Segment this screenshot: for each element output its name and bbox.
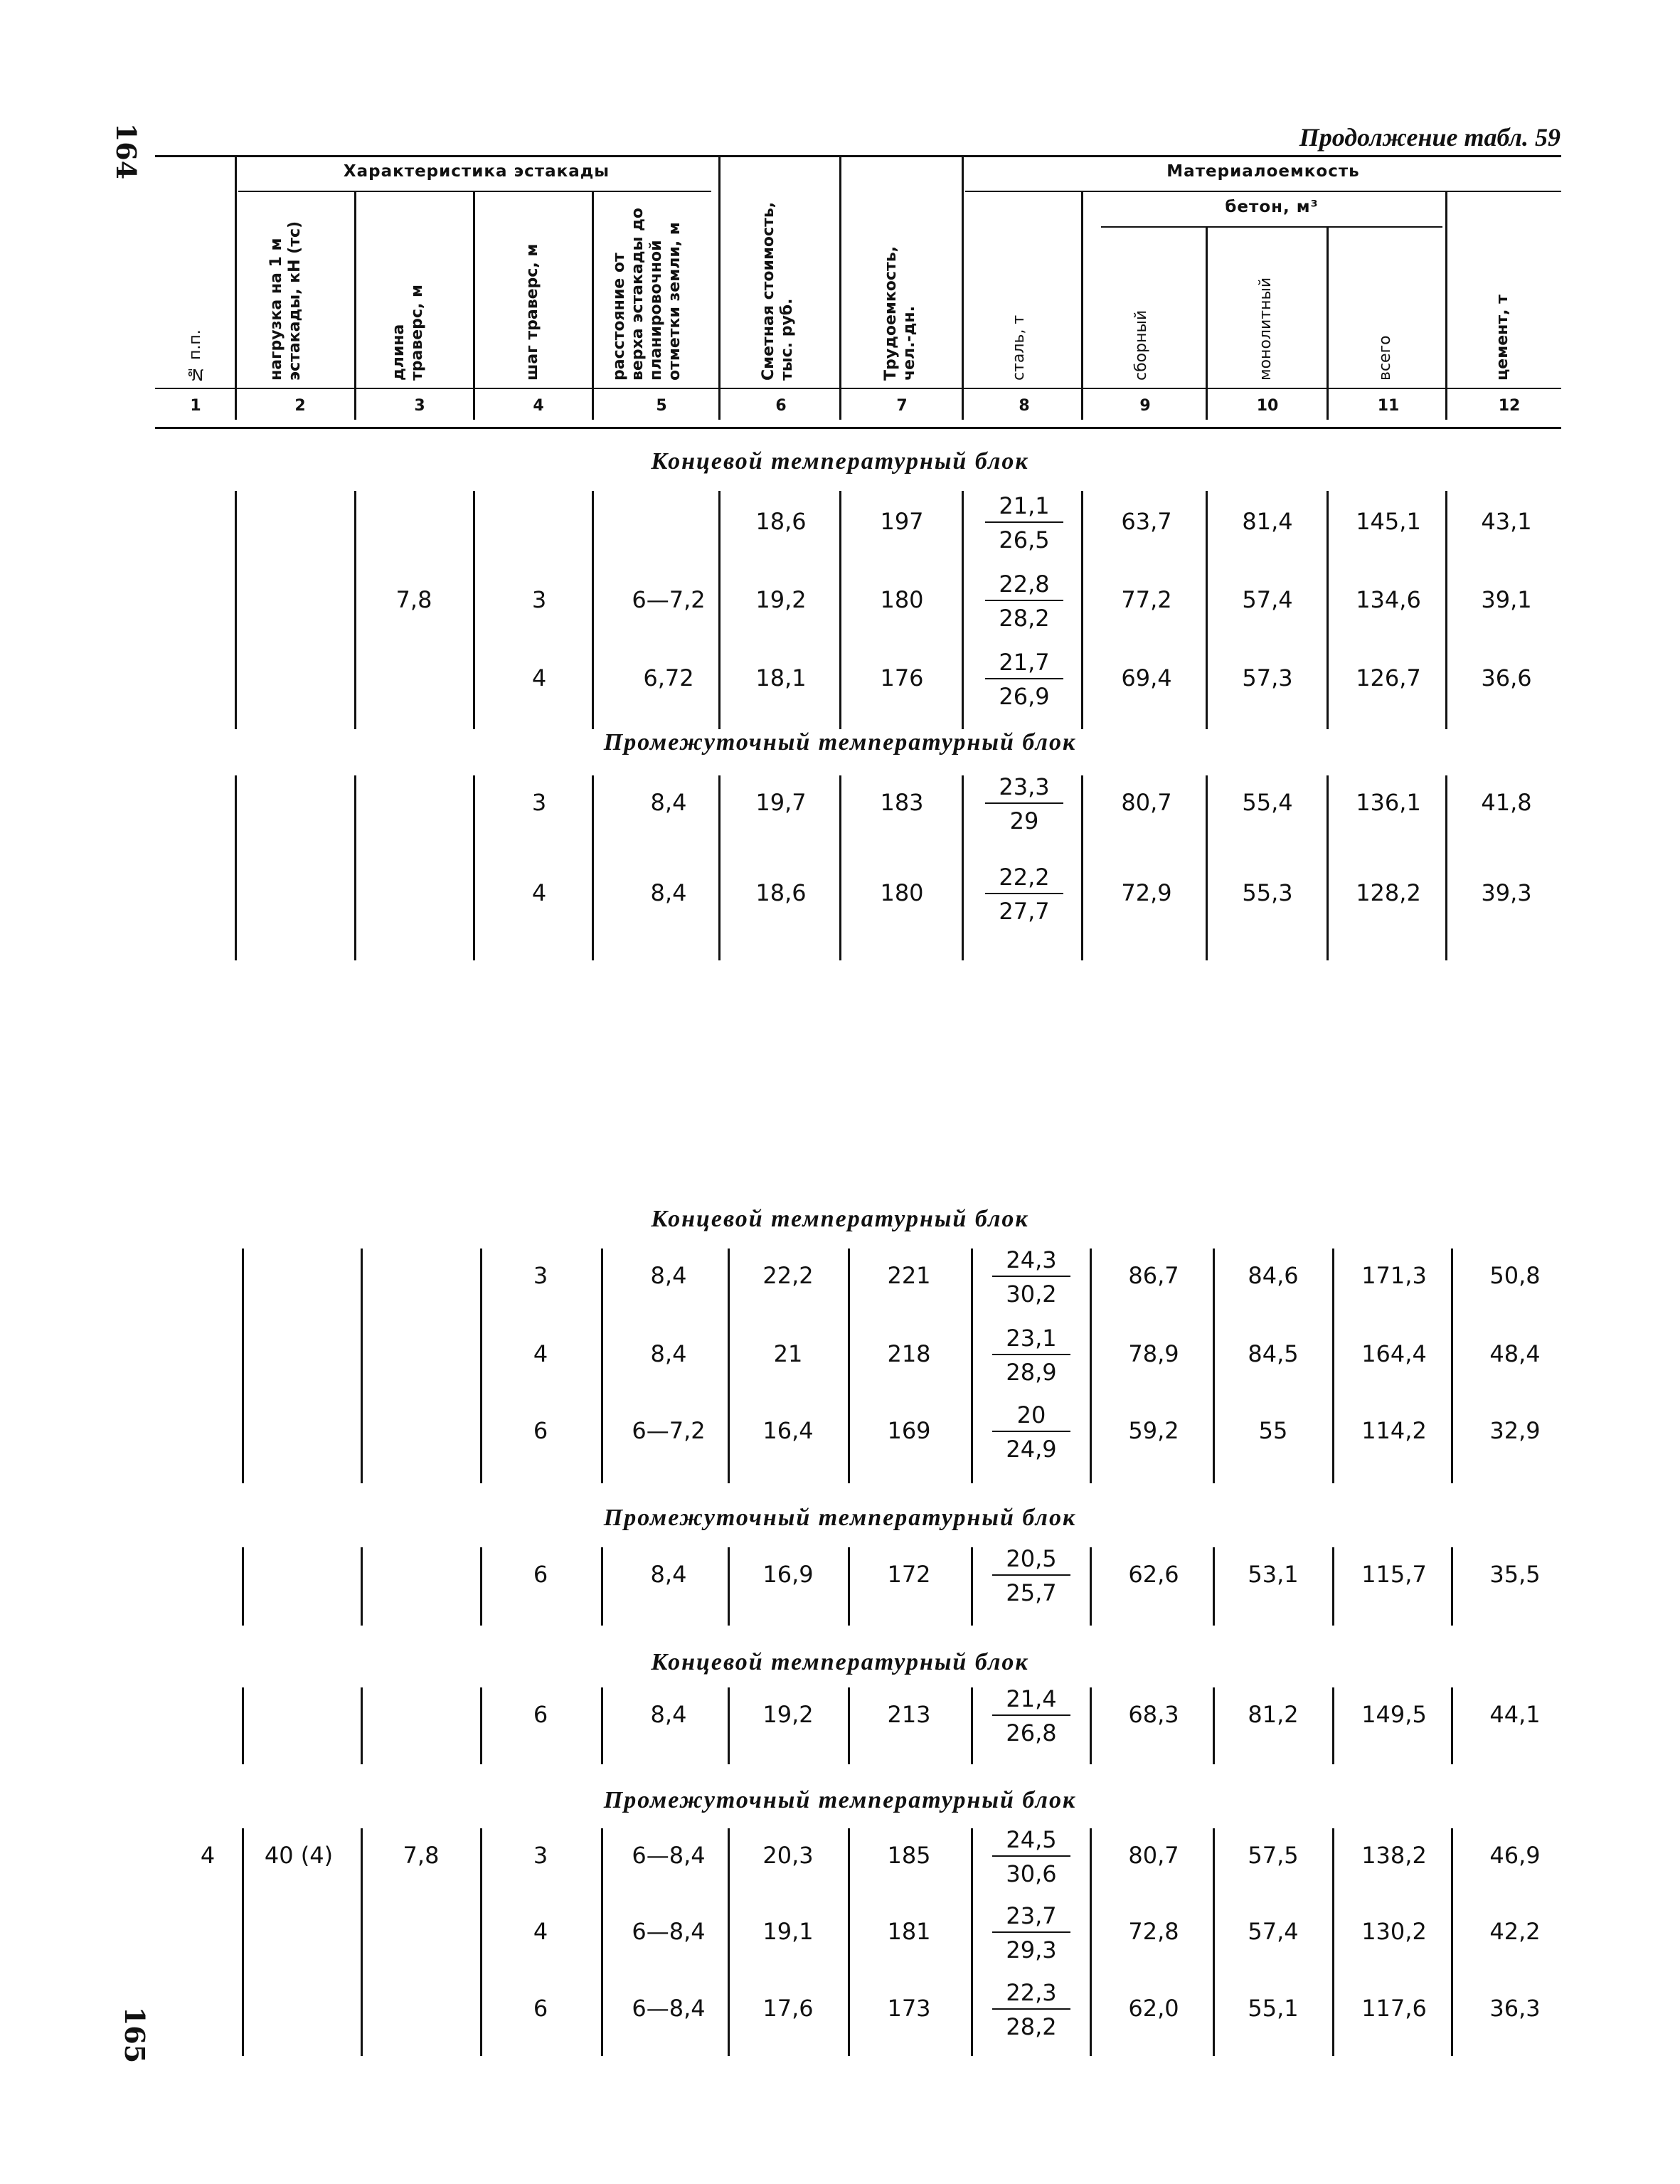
steel-fraction <box>992 1903 1070 1963</box>
column-number: 3 <box>414 397 425 415</box>
steel-fraction <box>992 1980 1070 2040</box>
table-cell-col-10: 53,1 <box>1248 1561 1299 1588</box>
steel-denominator: 30,6 <box>1006 1860 1057 1887</box>
table-caption: Продолжение табл. 59 <box>1299 123 1561 152</box>
column-rule <box>1332 1828 1334 2056</box>
column-rule <box>1081 775 1083 960</box>
section-title: Концевой температурный блок <box>651 448 1029 475</box>
table-cell-col-12: 41,8 <box>1481 789 1532 816</box>
table-cell-col-10: 55 <box>1258 1417 1288 1444</box>
column-rule <box>1206 775 1208 960</box>
header-col-11: всего <box>1376 335 1394 381</box>
table-cell-col-5: 8,4 <box>650 879 687 906</box>
header-col-2: нагрузка на 1 м эстакады, кН (тс) <box>267 221 304 381</box>
header-col-7: Трудоемкость, чел.-дн. <box>882 246 918 381</box>
column-rule <box>361 1687 363 1764</box>
column-rule <box>1445 775 1447 960</box>
table-cell-col-9: 80,7 <box>1121 789 1172 816</box>
column-rule <box>962 491 964 729</box>
header-group-concrete: бетон, м³ <box>1225 198 1319 216</box>
table-cell-col-11: 114,2 <box>1361 1417 1427 1444</box>
column-rule <box>361 1828 363 2056</box>
column-rule <box>1081 491 1083 729</box>
table-cell-col-5: 6,72 <box>643 664 694 691</box>
table-cell-col-4: 4 <box>533 1918 548 1945</box>
table-cell-col-5: 6—8,4 <box>632 1918 706 1945</box>
table-cell-col-7: 180 <box>880 879 924 906</box>
table-cell-col-7: 176 <box>880 664 924 691</box>
column-rule <box>1090 1249 1092 1483</box>
table-cell-col-11: 134,6 <box>1356 586 1421 613</box>
column-number: 8 <box>1019 397 1030 415</box>
header-col-1: № п.п. <box>186 329 204 383</box>
table-cell-col-5: 6—7,2 <box>632 1417 706 1444</box>
table-cell-col-6: 17,6 <box>762 1995 814 2022</box>
column-rule <box>839 491 841 729</box>
column-rule <box>1327 491 1329 729</box>
steel-numerator: 23,1 <box>992 1325 1070 1355</box>
header-col-8: сталь, т <box>1010 314 1028 381</box>
column-number: 11 <box>1377 397 1400 415</box>
table-cell-col-9: 69,4 <box>1121 664 1172 691</box>
steel-fraction <box>992 1546 1070 1606</box>
table-cell-col-7: 172 <box>887 1561 931 1588</box>
column-rule <box>848 1828 850 2056</box>
column-rule <box>354 775 356 960</box>
table-cell-col-6: 19,7 <box>755 789 807 816</box>
steel-denominator: 26,9 <box>999 683 1050 710</box>
column-rule <box>242 1687 244 1764</box>
steel-denominator: 28,2 <box>999 605 1050 632</box>
steel-numerator: 21,1 <box>985 493 1063 523</box>
steel-numerator: 20,5 <box>992 1546 1070 1576</box>
steel-denominator: 27,7 <box>999 898 1050 925</box>
section-title: Концевой температурный блок <box>651 1649 1029 1675</box>
steel-denominator: 26,8 <box>1006 1719 1057 1746</box>
column-rule <box>848 1249 850 1483</box>
column-rule <box>242 1249 244 1483</box>
header-col-5: расстояние от верха эстакады до планировочной отметки земли, м <box>610 208 684 381</box>
section-title: Промежуточный температурный блок <box>603 1787 1077 1813</box>
steel-fraction <box>985 571 1063 631</box>
table-cell-col-5: 6—8,4 <box>632 1842 706 1869</box>
table-cell-col-10: 57,3 <box>1242 664 1293 691</box>
page-number-bottom: 165 <box>119 2006 151 2064</box>
table-cell-col-11: 136,1 <box>1356 789 1421 816</box>
column-number: 9 <box>1139 397 1151 415</box>
table-cell-col-7: 181 <box>887 1918 931 1945</box>
steel-numerator: 22,8 <box>985 571 1063 601</box>
header-col-4: шаг траверс, м <box>523 243 541 381</box>
steel-denominator: 29,3 <box>1006 1936 1057 1963</box>
column-rule <box>480 1547 482 1626</box>
table-cell-col-9: 59,2 <box>1128 1417 1179 1444</box>
steel-fraction <box>992 1325 1070 1385</box>
table-cell-col-9: 78,9 <box>1128 1340 1179 1367</box>
table-cell-col-6: 19,1 <box>762 1918 814 1945</box>
column-rule <box>1332 1547 1334 1626</box>
header-col-12: цемент, т <box>1494 295 1511 381</box>
table-cell-col-12: 42,2 <box>1489 1918 1541 1945</box>
column-rule <box>601 1249 603 1483</box>
table-cell-col-5: 8,4 <box>650 1340 687 1367</box>
table-cell-col-7: 185 <box>887 1842 931 1869</box>
header-col-9: сборный <box>1132 309 1150 381</box>
table-cell-col-7: 197 <box>880 508 924 535</box>
column-rule <box>1451 1547 1453 1626</box>
column-rule <box>480 1687 482 1764</box>
table-cell-col-9: 68,3 <box>1128 1701 1179 1728</box>
column-rule <box>1451 1249 1453 1483</box>
table-cell-col-11: 145,1 <box>1356 508 1421 535</box>
table-cell-col-12: 44,1 <box>1489 1701 1541 1728</box>
table-cell-col-1: 4 <box>200 1842 216 1869</box>
steel-numerator: 23,7 <box>992 1903 1070 1933</box>
column-rule <box>1332 1249 1334 1483</box>
table-cell-col-6: 21 <box>773 1340 803 1367</box>
column-number: 12 <box>1498 397 1521 415</box>
table-cell-col-10: 84,6 <box>1248 1262 1299 1289</box>
steel-fraction <box>992 1247 1070 1307</box>
steel-fraction <box>992 1686 1070 1746</box>
table-cell-col-4: 6 <box>533 1701 548 1728</box>
column-number: 2 <box>294 397 306 415</box>
table-cell-col-9: 86,7 <box>1128 1262 1179 1289</box>
column-rule <box>473 491 475 729</box>
table-cell-col-12: 43,1 <box>1481 508 1532 535</box>
table-cell-col-12: 35,5 <box>1489 1561 1541 1588</box>
column-rule <box>1213 1828 1215 2056</box>
table-cell-col-5: 8,4 <box>650 1701 687 1728</box>
table-cell-col-11: 149,5 <box>1361 1701 1427 1728</box>
column-rule <box>728 1828 730 2056</box>
table-cell-col-9: 77,2 <box>1121 586 1172 613</box>
steel-numerator: 22,2 <box>985 864 1063 894</box>
column-rule <box>1090 1687 1092 1764</box>
table-cell-col-5: 6—8,4 <box>632 1995 706 2022</box>
header-col-3: длина траверс, м <box>390 285 426 381</box>
table-cell-col-12: 39,1 <box>1481 586 1532 613</box>
table-cell-col-6: 18,6 <box>755 879 807 906</box>
table-cell-col-4: 3 <box>531 789 547 816</box>
table-cell-col-5: 6—7,2 <box>632 586 706 613</box>
table-cell-col-10: 55,1 <box>1248 1995 1299 2022</box>
table-cell-col-11: 130,2 <box>1361 1918 1427 1945</box>
column-rule <box>1451 1687 1453 1764</box>
table-cell-col-11: 164,4 <box>1361 1340 1427 1367</box>
column-rule <box>1213 1249 1215 1483</box>
column-rule <box>235 491 237 729</box>
table-cell-col-6: 18,1 <box>755 664 807 691</box>
column-rule <box>242 1547 244 1626</box>
table-cell-col-12: 36,3 <box>1489 1995 1541 2022</box>
table-cell-col-12: 46,9 <box>1489 1842 1541 1869</box>
section-title: Промежуточный температурный блок <box>603 1505 1077 1531</box>
table-cell-col-11: 115,7 <box>1361 1561 1427 1588</box>
page-number-top: 164 <box>110 122 143 180</box>
column-number: 10 <box>1256 397 1279 415</box>
column-rule <box>848 1547 850 1626</box>
column-number: 4 <box>533 397 544 415</box>
column-rule <box>361 1249 363 1483</box>
column-rule <box>848 1687 850 1764</box>
table-cell-col-2: 40 (4) <box>264 1842 334 1869</box>
steel-numerator: 22,3 <box>992 1980 1070 2010</box>
table-cell-col-12: 39,3 <box>1481 879 1532 906</box>
table-cell-col-5: 8,4 <box>650 789 687 816</box>
table-cell-col-9: 62,6 <box>1128 1561 1179 1588</box>
table-cell-col-10: 55,4 <box>1242 789 1293 816</box>
table-cell-col-9: 72,8 <box>1128 1918 1179 1945</box>
table-cell-col-10: 81,4 <box>1242 508 1293 535</box>
column-rule <box>1451 1828 1453 2056</box>
table-cell-col-6: 20,3 <box>762 1842 814 1869</box>
table-cell-col-4: 3 <box>533 1262 548 1289</box>
table-cell-col-4: 6 <box>533 1417 548 1444</box>
column-rule <box>971 1687 973 1764</box>
column-rule <box>728 1249 730 1483</box>
steel-numerator: 24,3 <box>992 1247 1070 1277</box>
section-title: Промежуточный температурный блок <box>603 729 1077 756</box>
table-cell-col-3: 7,8 <box>395 586 432 613</box>
table-cell-col-11: 126,7 <box>1356 664 1421 691</box>
table-cell-col-10: 55,3 <box>1242 879 1293 906</box>
steel-fraction <box>985 650 1063 709</box>
column-rule <box>1206 491 1208 729</box>
column-rule <box>235 775 237 960</box>
column-rule <box>601 1828 603 2056</box>
steel-fraction <box>992 1827 1070 1887</box>
table-cell-col-9: 72,9 <box>1121 879 1172 906</box>
column-rule <box>962 775 964 960</box>
column-number: 6 <box>775 397 787 415</box>
table-cell-col-3: 7,8 <box>403 1842 440 1869</box>
steel-denominator: 26,5 <box>999 526 1050 553</box>
steel-fraction <box>985 493 1063 553</box>
column-rule <box>1090 1828 1092 2056</box>
steel-fraction <box>985 774 1063 834</box>
steel-numerator: 21,7 <box>985 650 1063 679</box>
table-cell-col-12: 32,9 <box>1489 1417 1541 1444</box>
table-cell-col-6: 19,2 <box>755 586 807 613</box>
column-rule <box>728 1687 730 1764</box>
table-cell-col-4: 4 <box>531 664 547 691</box>
steel-denominator: 28,9 <box>1006 1359 1057 1386</box>
table-cell-col-7: 213 <box>887 1701 931 1728</box>
column-rule <box>971 1547 973 1626</box>
column-rule <box>480 1249 482 1483</box>
header-group-characteristics: Характеристика эстакады <box>343 162 610 181</box>
table-cell-col-4: 3 <box>533 1842 548 1869</box>
column-rule <box>1213 1687 1215 1764</box>
steel-numerator: 23,3 <box>985 774 1063 804</box>
column-rule <box>354 491 356 729</box>
table-cell-col-11: 117,6 <box>1361 1995 1427 2022</box>
column-rule <box>473 775 475 960</box>
steel-numerator: 24,5 <box>992 1827 1070 1857</box>
steel-denominator: 28,2 <box>1006 2013 1057 2040</box>
steel-fraction <box>985 864 1063 924</box>
table-cell-col-10: 57,4 <box>1242 586 1293 613</box>
table-cell-col-6: 16,4 <box>762 1417 814 1444</box>
table-cell-col-12: 50,8 <box>1489 1262 1541 1289</box>
section-title: Концевой температурный блок <box>651 1206 1029 1232</box>
table-cell-col-10: 84,5 <box>1248 1340 1299 1367</box>
table-cell-col-4: 6 <box>533 1561 548 1588</box>
table-cell-col-4: 6 <box>533 1995 548 2022</box>
column-rule <box>361 1547 363 1626</box>
steel-numerator: 21,4 <box>992 1686 1070 1716</box>
steel-denominator: 30,2 <box>1006 1281 1057 1308</box>
table-cell-col-10: 57,5 <box>1248 1842 1299 1869</box>
table-cell-col-9: 63,7 <box>1121 508 1172 535</box>
table-cell-col-12: 36,6 <box>1481 664 1532 691</box>
column-rule <box>971 1828 973 2056</box>
table-cell-col-4: 3 <box>531 586 547 613</box>
table-cell-col-7: 221 <box>887 1262 931 1289</box>
table-cell-col-12: 48,4 <box>1489 1340 1541 1367</box>
steel-denominator: 24,9 <box>1006 1436 1057 1463</box>
steel-denominator: 25,7 <box>1006 1579 1057 1606</box>
table-cell-col-10: 57,4 <box>1248 1918 1299 1945</box>
column-number: 5 <box>656 397 667 415</box>
column-rule <box>971 1249 973 1483</box>
column-rule <box>1332 1687 1334 1764</box>
table-cell-col-7: 183 <box>880 789 924 816</box>
column-rule <box>839 775 841 960</box>
column-number: 7 <box>896 397 908 415</box>
column-number: 1 <box>190 397 201 415</box>
table-cell-col-6: 22,2 <box>762 1262 814 1289</box>
steel-numerator: 20 <box>992 1402 1070 1432</box>
table-cell-col-5: 8,4 <box>650 1561 687 1588</box>
column-rule <box>1213 1547 1215 1626</box>
table-cell-col-7: 180 <box>880 586 924 613</box>
steel-denominator: 29 <box>1009 807 1039 834</box>
steel-fraction <box>992 1402 1070 1462</box>
column-rule <box>1090 1547 1092 1626</box>
column-rule <box>1445 491 1447 729</box>
column-rule <box>480 1828 482 2056</box>
table-cell-col-7: 169 <box>887 1417 931 1444</box>
table-cell-col-11: 138,2 <box>1361 1842 1427 1869</box>
header-col-6: Сметная стоимость, тыс. руб. <box>760 201 796 381</box>
table-cell-col-11: 171,3 <box>1361 1262 1427 1289</box>
column-rule <box>1327 775 1329 960</box>
table-cell-col-6: 19,2 <box>762 1701 814 1728</box>
table-cell-col-9: 80,7 <box>1128 1842 1179 1869</box>
table-cell-col-6: 16,9 <box>762 1561 814 1588</box>
table-cell-col-7: 173 <box>887 1995 931 2022</box>
table-cell-col-7: 218 <box>887 1340 931 1367</box>
table-cell-col-6: 18,6 <box>755 508 807 535</box>
header-group-materials: Материалоемкость <box>1166 162 1360 181</box>
column-rule <box>728 1547 730 1626</box>
table-cell-col-11: 128,2 <box>1356 879 1421 906</box>
header-col-10: монолитный <box>1257 277 1275 381</box>
table-cell-col-4: 4 <box>533 1340 548 1367</box>
column-rule <box>601 1687 603 1764</box>
column-rule <box>601 1547 603 1626</box>
table-cell-col-9: 62,0 <box>1128 1995 1179 2022</box>
table-cell-col-5: 8,4 <box>650 1262 687 1289</box>
table-cell-col-10: 81,2 <box>1248 1701 1299 1728</box>
table-cell-col-4: 4 <box>531 879 547 906</box>
